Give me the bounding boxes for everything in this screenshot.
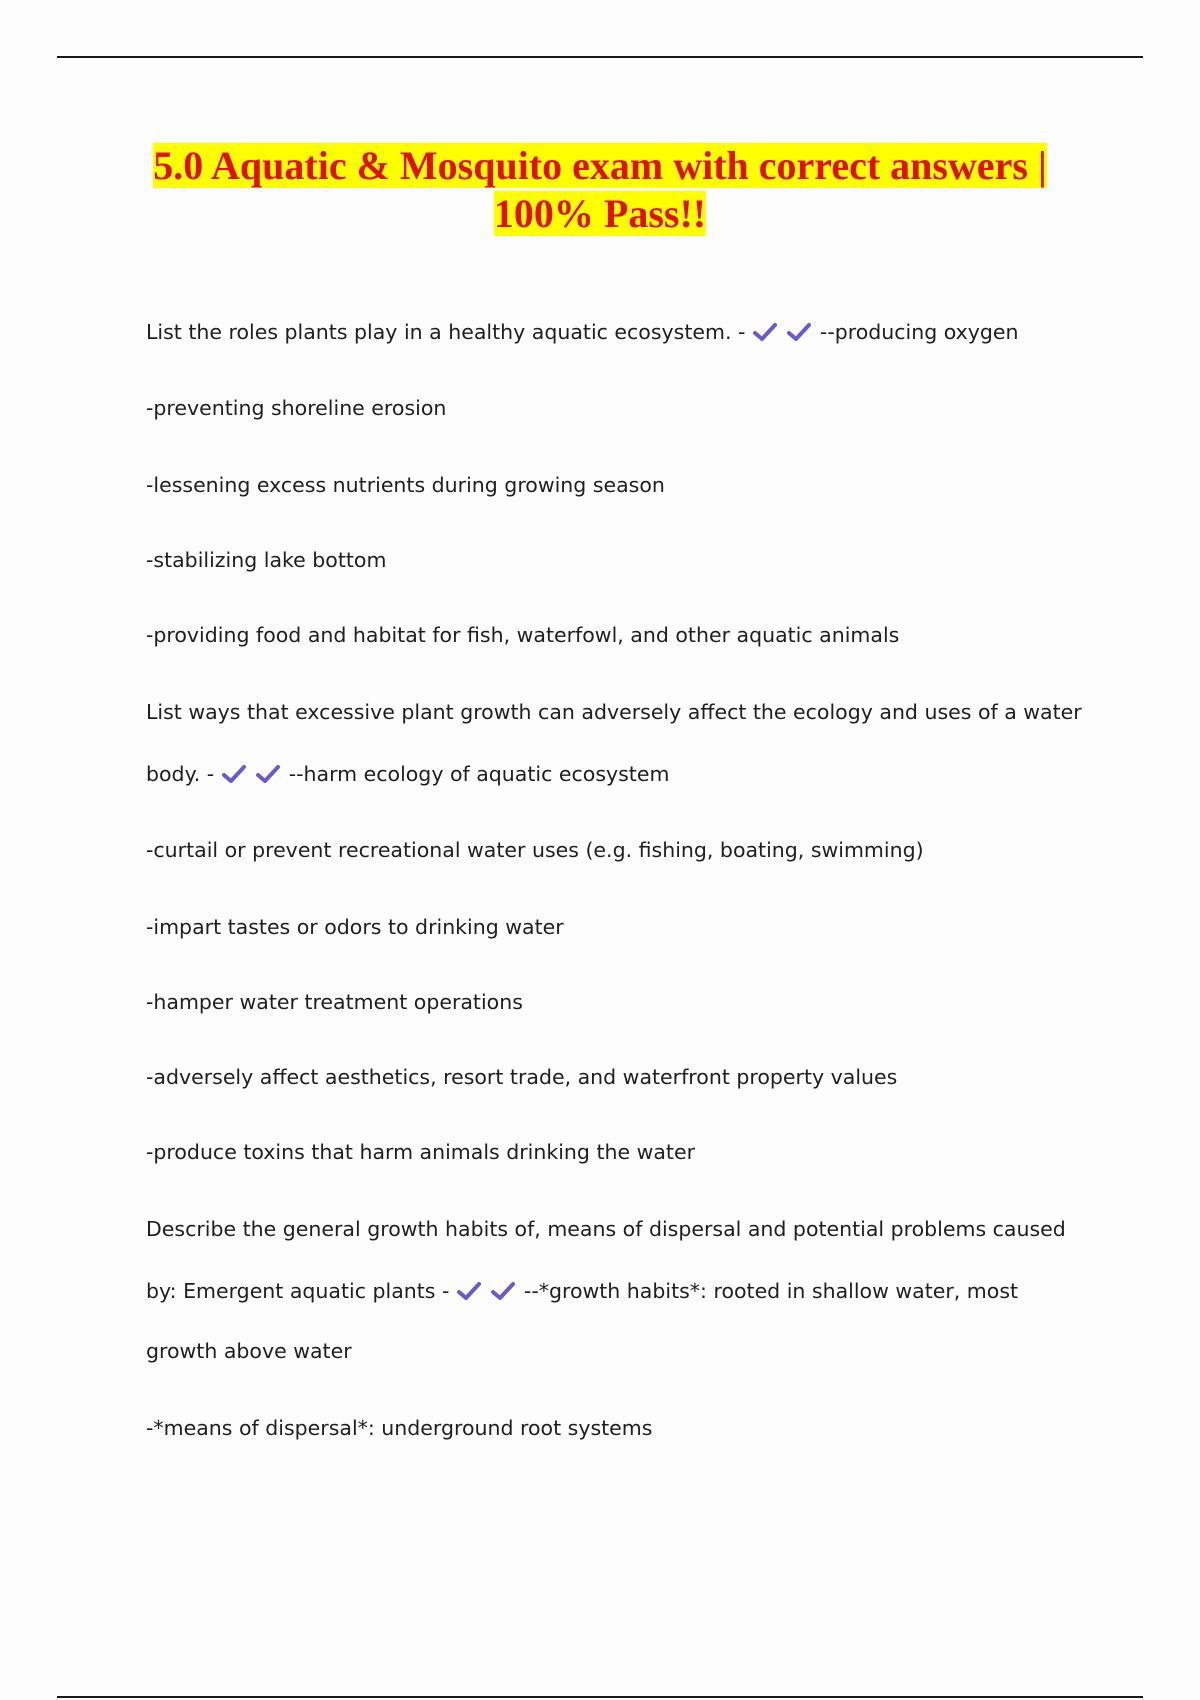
answer-line: -stabilizing lake bottom	[146, 548, 387, 572]
question-line: List ways that excessive plant growth can adversely affect the ecology and uses of a water	[146, 700, 1082, 724]
line-text: body. -	[146, 762, 221, 786]
document-title	[100, 142, 1100, 238]
top-rule	[57, 56, 1143, 58]
answer-line: growth above water	[146, 1339, 352, 1363]
answer-line: -impart tastes or odors to drinking water	[146, 915, 564, 939]
answer-line: -providing food and habitat for fish, waterfowl, and other aquatic animals	[146, 623, 900, 647]
bottom-rule	[57, 1696, 1143, 1698]
answer-text: --producing oxygen	[819, 320, 1019, 344]
line-text: List the roles plants play in a healthy aquatic ecosystem. -	[146, 320, 752, 344]
title-line-2: 100% Pass!!	[493, 191, 707, 236]
answer-line: -produce toxins that harm animals drinking the water	[146, 1140, 696, 1164]
answer-line: -lessening excess nutrients during growing season	[146, 473, 665, 497]
question-line	[146, 317, 1019, 347]
check-icon	[786, 321, 812, 343]
answer-line: -curtail or prevent recreational water uses (e.g. fishing, boating, swimming)	[146, 838, 924, 862]
answer-line: -hamper water treatment operations	[146, 990, 523, 1014]
question-line	[146, 1276, 1018, 1306]
answer-text: --*growth habits*: rooted in shallow water, most	[523, 1279, 1019, 1303]
check-icon	[490, 1280, 516, 1302]
check-icon	[456, 1280, 482, 1302]
answer-line: -*means of dispersal*: underground root systems	[146, 1416, 653, 1440]
answer-line: -adversely affect aesthetics, resort trade, and waterfront property values	[146, 1065, 898, 1089]
answer-text: --harm ecology of aquatic ecosystem	[288, 762, 670, 786]
check-icon	[752, 321, 778, 343]
check-icon	[255, 763, 281, 785]
check-icon	[221, 763, 247, 785]
question-line	[146, 759, 669, 789]
answer-line: -preventing shoreline erosion	[146, 396, 447, 420]
line-text: by: Emergent aquatic plants -	[146, 1279, 456, 1303]
title-line-1: 5.0 Aquatic & Mosquito exam with correct answers |	[153, 143, 1047, 188]
question-line: Describe the general growth habits of, means of dispersal and potential problems caused	[146, 1217, 1066, 1241]
